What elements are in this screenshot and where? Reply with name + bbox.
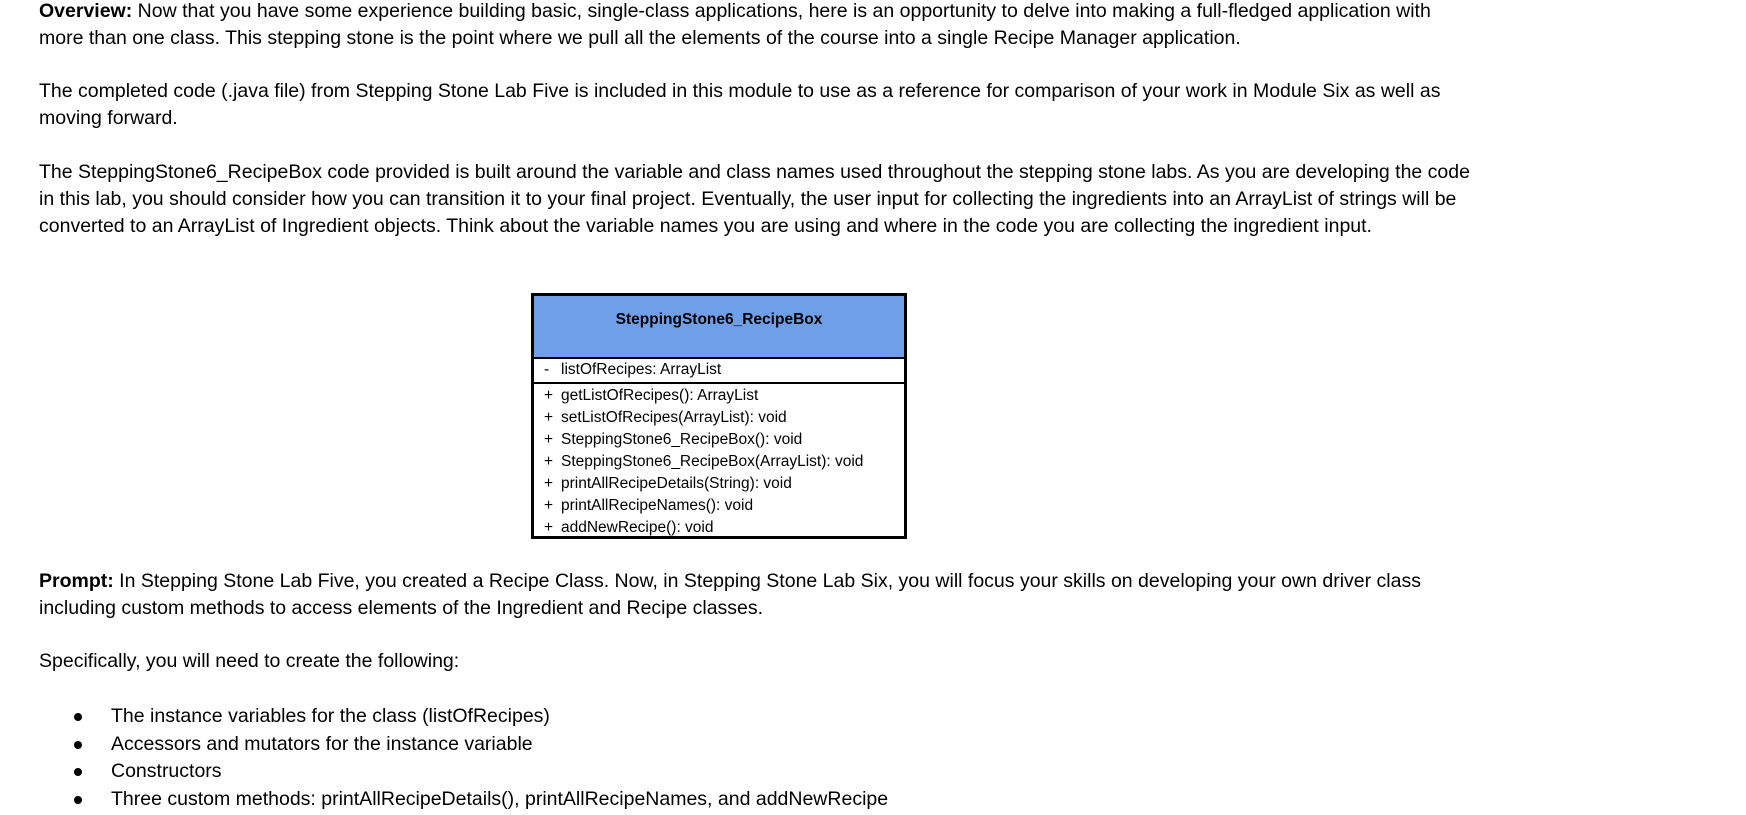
uml-visibility: + (544, 519, 554, 536)
uml-visibility: + (544, 475, 554, 492)
uml-method-text: printAllRecipeDetails(String): void (561, 475, 792, 492)
uml-method-text: printAllRecipeNames(): void (561, 497, 754, 514)
list-item-text: Three custom methods: printAllRecipeDetails(), printAllRecipeNames, and addNewRecipe (111, 788, 889, 811)
bullet-icon (74, 768, 82, 776)
uml-method-text: SteppingStone6_RecipeBox(ArrayList): void (561, 453, 864, 470)
specifically-paragraph: Specifically, you will need to create the following: (39, 650, 460, 672)
uml-method-row (544, 429, 904, 451)
list-item-text: Constructors (111, 760, 222, 783)
uml-method-text: getListOfRecipes(): ArrayList (561, 387, 759, 404)
list-item (39, 786, 888, 814)
list-item-text: The instance variables for the class (listOfRecipes) (111, 705, 550, 727)
requirements-list (39, 703, 888, 814)
list-item-text: Accessors and mutators for the instance variable (111, 732, 533, 755)
uml-method-row (544, 473, 904, 495)
list-item (39, 731, 888, 759)
prompt-text: In Stepping Stone Lab Five, you created a Recipe Class. Now, in Stepping Stone Lab Six, you will focus your skills on developing your own driver class including custom methods to access elements of the Ingredient and Recipe classes. (39, 570, 1421, 619)
uml-method-text: setListOfRecipes(ArrayList): void (561, 409, 787, 426)
stepping-stone-paragraph: The SteppingStone6_RecipeBox code provided is built around the variable and class names used throughout the stepping stone labs. As you are developing the code in this lab, you should consider how you can transition it to your final project. Eventually, the user input for collecting the ingredients into an ArrayList of strings will be converted to an ArrayList of Ingredient objects. Think about the variable names you are using and where in the code you are collecting the ingredient input. (39, 161, 1470, 237)
uml-methods (534, 384, 904, 539)
uml-method-text: addNewRecipe(): void (561, 519, 714, 536)
prompt-label: Prompt: (39, 570, 114, 592)
list-item (39, 703, 888, 731)
bullet-icon (74, 796, 82, 804)
uml-method-row (544, 495, 904, 517)
completed-code-paragraph: The completed code (.java file) from Stepping Stone Lab Five is included in this module to use as a reference for comparison of your work in Module Six as well as moving forward. (39, 80, 1441, 129)
uml-visibility: + (544, 387, 554, 404)
uml-attributes (534, 359, 904, 384)
overview-label: Overview: (39, 0, 133, 22)
uml-attribute-text: listOfRecipes: ArrayList (561, 361, 722, 378)
bullet-icon (74, 741, 82, 749)
uml-method-text: SteppingStone6_RecipeBox(): void (561, 431, 803, 448)
uml-method-row (544, 407, 904, 429)
overview-paragraph (39, 0, 1479, 52)
uml-class-diagram (531, 293, 907, 539)
bullet-icon (74, 713, 82, 721)
uml-visibility: + (544, 431, 554, 448)
uml-visibility: + (544, 497, 554, 514)
prompt-paragraph (39, 568, 1479, 622)
uml-visibility: - (544, 361, 550, 378)
uml-class-name: SteppingStone6_RecipeBox (534, 296, 904, 359)
uml-method-row (544, 517, 904, 539)
uml-visibility: + (544, 453, 554, 470)
uml-method-row (544, 385, 904, 407)
uml-attribute-row (544, 359, 904, 381)
uml-visibility: + (544, 409, 554, 426)
uml-method-row (544, 451, 904, 473)
overview-text: Now that you have some experience building basic, single-class applications, here is an opportunity to delve into making a full-fledged application with more than one class. This stepping stone is the point where we pull all the elements of the course into a single Recipe Manager application. (39, 0, 1431, 49)
list-item (39, 758, 888, 786)
